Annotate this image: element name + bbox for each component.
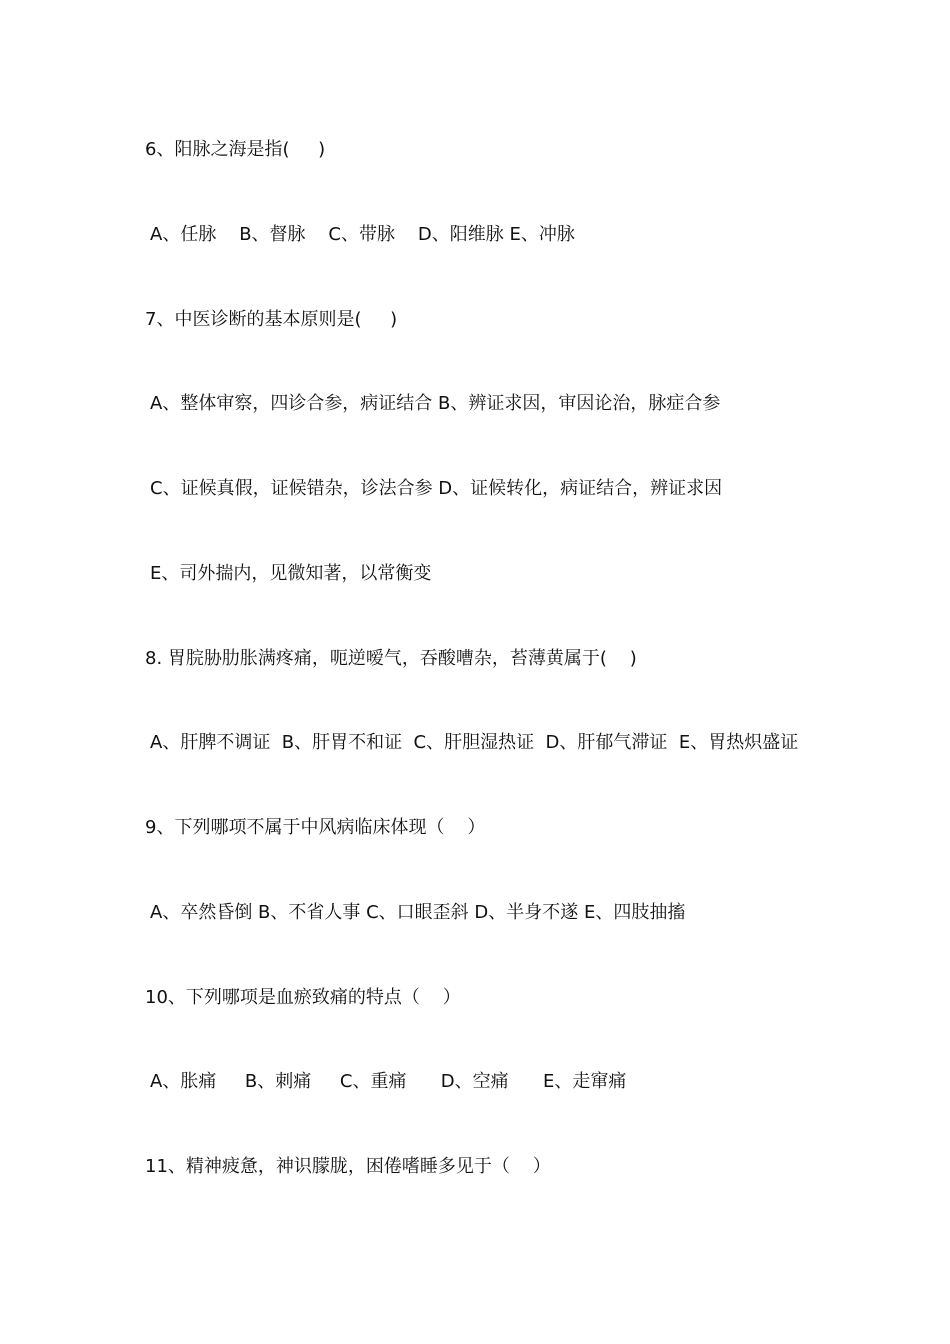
question-6: 6、阳脉之海是指( ) [145, 139, 326, 160]
question-9-options: A、卒然昏倒 B、不省人事 C、口眼歪斜 D、半身不遂 E、四肢抽搐 [150, 902, 686, 923]
question-7-options-e: E、司外揣内，见微知著，以常衡变 [150, 563, 432, 584]
question-10-options: A、胀痛 B、刺痛 C、重痛 D、空痛 E、走窜痛 [150, 1071, 627, 1092]
question-7-options-ab: A、整体审察，四诊合参，病证结合 B、辨证求因，审因论治，脉症合参 [150, 393, 721, 414]
question-11: 11、精神疲惫，神识朦胧，困倦嗜睡多见于（ ） [145, 1156, 551, 1177]
question-10: 10、下列哪项是血瘀致痛的特点（ ） [145, 987, 461, 1008]
question-9: 9、下列哪项不属于中风病临床体现（ ） [145, 817, 486, 838]
question-8-options: A、肝脾不调证 B、肝胃不和证 C、肝胆湿热证 D、肝郁气滞证 E、胃热炽盛证 [150, 732, 799, 753]
question-6-options: A、任脉 B、督脉 C、带脉 D、阳维脉 E、冲脉 [150, 224, 575, 245]
question-7-options-cd: C、证候真假，证候错杂，诊法合参 D、证候转化，病证结合，辨证求因 [150, 478, 723, 499]
question-8: 8. 胃脘胁肋胀满疼痛，呃逆嗳气，吞酸嘈杂，苔薄黄属于( ) [145, 648, 637, 669]
question-7: 7、中医诊断的基本原则是( ) [145, 309, 398, 330]
